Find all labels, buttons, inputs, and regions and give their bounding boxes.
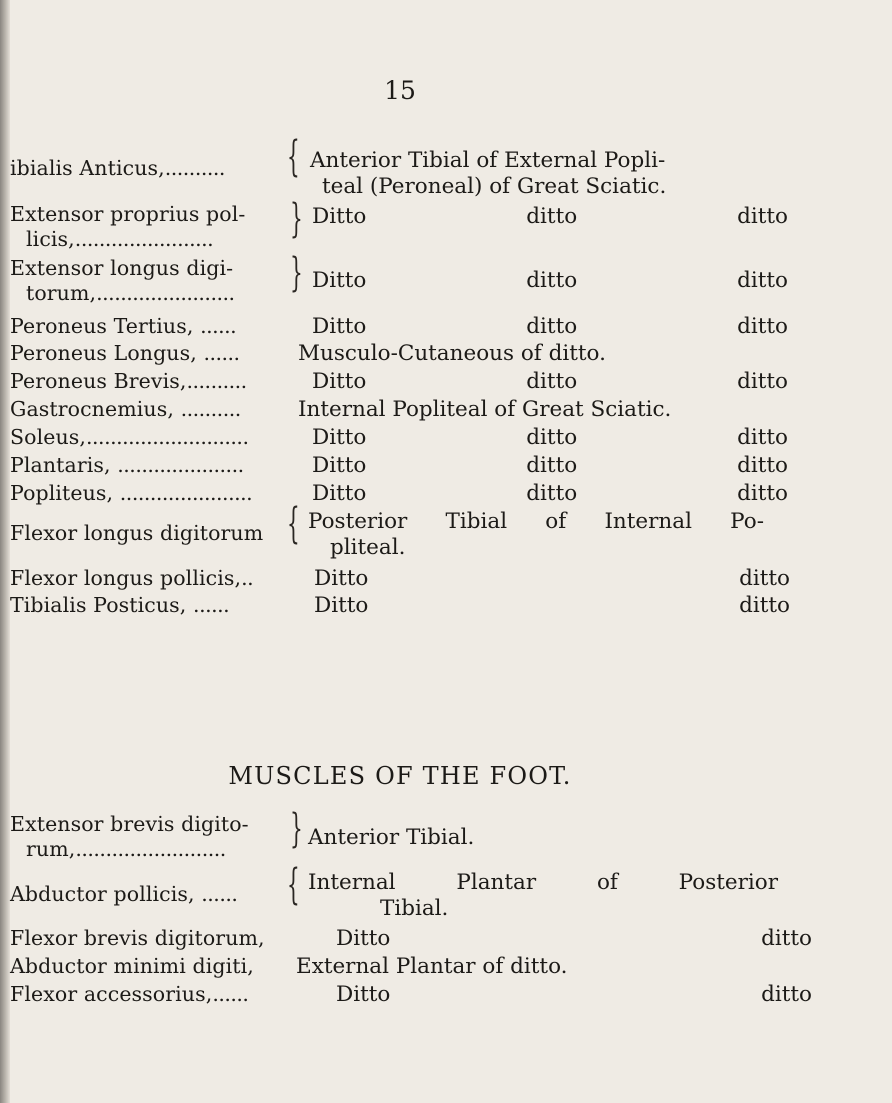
muscle-name: Extensor longus digi- torum,....................... [10,256,235,305]
nerve-supply: Ditto ditto [336,926,812,951]
muscle-name: Peroneus Longus, ...... [10,341,240,365]
muscle-name: Peroneus Brevis,.......... [10,369,247,393]
muscle-name: Plantaris, ..................... [10,453,244,477]
muscle-name: Flexor brevis digitorum, [10,926,265,950]
nerve-supply: Ditto ditto ditto [312,314,788,339]
nerve-supply: Posterior Tibial of Internal Po- pliteal. [308,509,764,560]
brace: { [290,194,303,242]
nerve-supply: Anterior Tibial of External Popli- teal (Peroneal) of Great Sciatic. [310,148,667,199]
brace: { [287,130,300,182]
page-number: 15 [384,76,416,105]
muscle-name: Abductor minimi digiti, [10,954,254,978]
nerve-supply: Musculo-Cutaneous of ditto. [298,341,606,366]
nerve-supply: Ditto ditto ditto [312,268,788,293]
nerve-supply: Ditto ditto ditto [312,425,788,450]
muscle-name: Peroneus Tertius, ...... [10,314,237,338]
nerve-supply: Ditto ditto ditto [312,453,788,478]
muscle-name: Extensor brevis digito- rum,......................... [10,812,249,861]
muscle-name: Soleus,........................... [10,425,249,449]
nerve-supply: Ditto ditto [314,566,790,591]
muscle-name: Gastrocnemius, .......... [10,397,241,421]
nerve-supply: External Plantar of ditto. [296,954,568,979]
nerve-supply: Internal Popliteal of Great Sciatic. [298,397,672,422]
muscle-name: Popliteus, ...................... [10,481,253,505]
nerve-supply: Ditto ditto ditto [312,369,788,394]
brace: { [290,804,303,852]
muscle-name: ibialis Anticus,.......... [10,156,225,180]
muscle-name: Flexor longus pollicis,.. [10,566,254,590]
nerve-supply: Ditto ditto ditto [312,204,788,229]
brace: { [287,858,300,910]
muscle-name: Extensor proprius pol- licis,....................... [10,202,246,251]
muscle-name: Flexor longus digitorum [10,521,264,545]
muscle-name: Abductor pollicis, ...... [10,882,238,906]
muscle-name: Tibialis Posticus, ...... [10,593,230,617]
nerve-supply: Ditto ditto [336,982,812,1007]
muscle-name: Flexor accessorius,...... [10,982,249,1006]
nerve-supply: Ditto ditto [314,593,790,618]
brace: { [290,248,303,296]
section-heading: MUSCLES OF THE FOOT. [228,762,572,790]
page-binding-edge [0,0,10,1103]
nerve-supply: Ditto ditto ditto [312,481,788,506]
brace: { [287,497,300,549]
nerve-supply: Anterior Tibial. [308,825,475,850]
nerve-supply: Internal Plantar of Posterior Tibial. [308,870,778,921]
